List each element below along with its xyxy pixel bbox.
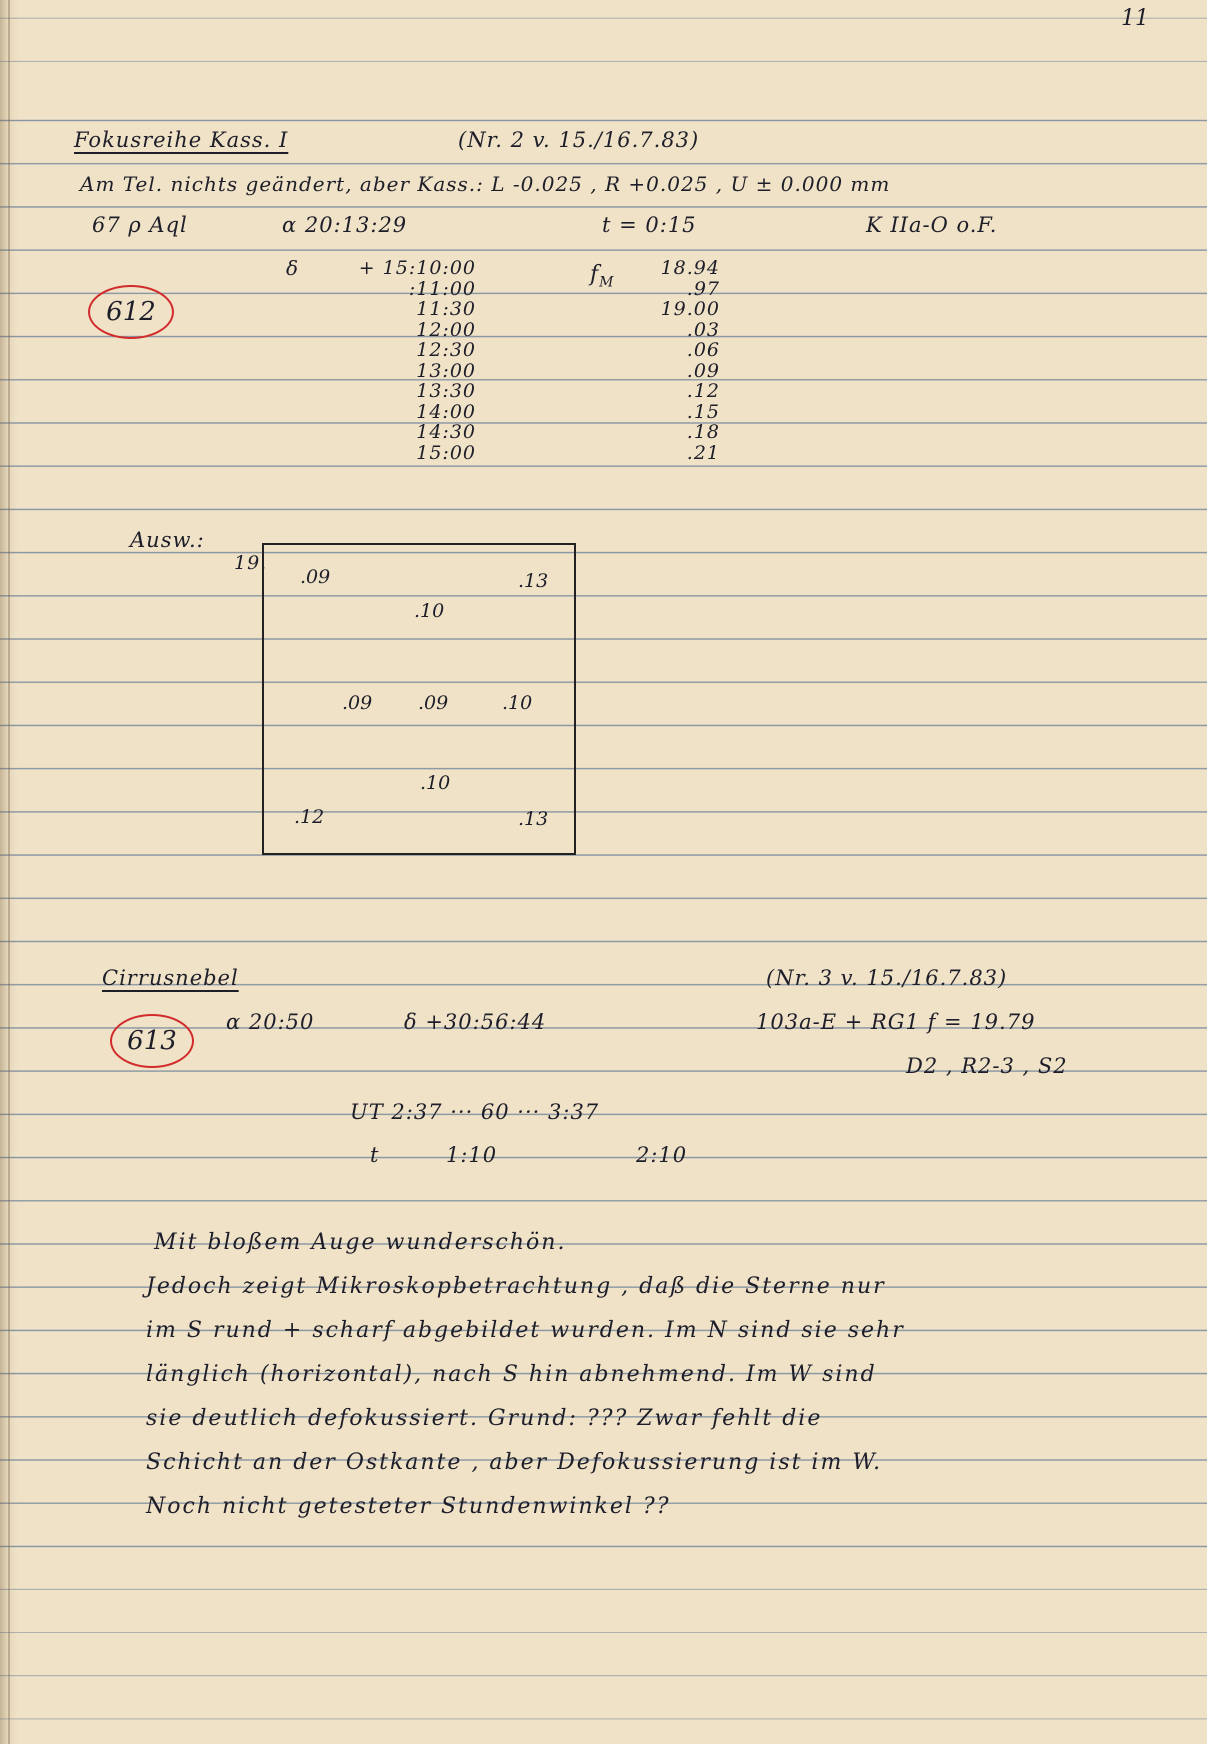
- fm-value: 18.94: [660, 257, 720, 279]
- note-line-6: Schicht an der Ostkante , aber Defokussierung ist im W.: [146, 1450, 883, 1475]
- delta-value: 14:30: [416, 421, 476, 443]
- entry-612-plate-ref: (Nr. 2 v. 15./16.7.83): [458, 128, 700, 152]
- eval-bottom-right: .13: [518, 808, 549, 830]
- fm-value: .21: [686, 441, 720, 464]
- fm-label: f: [590, 262, 600, 287]
- entry-613-t-start: 1:10: [446, 1143, 498, 1167]
- entry-613-title: Cirrusnebel: [102, 966, 239, 990]
- entry-612-number: 612: [106, 297, 156, 327]
- entry-613-emulsion: 103a-E + RG1 f = 19.79: [756, 1010, 1036, 1034]
- entry-613-dec: δ +30:56:44: [404, 1010, 547, 1034]
- entry-613-plate-ref: (Nr. 3 v. 15./16.7.83): [766, 966, 1008, 990]
- note-line-2: Jedoch zeigt Mikroskopbetrachtung , daß die Sterne nur: [146, 1274, 886, 1299]
- entry-612-filter: K IIa-O o.F.: [866, 213, 998, 237]
- delta-value: 14:00: [416, 400, 476, 423]
- eval-mid-left: .09: [342, 692, 373, 714]
- evaluation-prefix: 19.: [234, 552, 268, 574]
- fm-value: .18: [686, 421, 720, 443]
- page-number: 11: [1121, 6, 1149, 31]
- delta-value: + 15:10:00: [358, 257, 476, 279]
- eval-bottom-left: .12: [294, 806, 325, 828]
- note-line-5: sie deutlich defokussiert. Grund: ??? Zwar fehlt die: [146, 1406, 823, 1431]
- entry-613-number: 613: [127, 1026, 177, 1056]
- page-margin: [8, 0, 10, 1744]
- delta-value: :11:00: [408, 277, 476, 300]
- fm-value: .97: [686, 277, 720, 300]
- entry-613-ra: α 20:50: [226, 1010, 315, 1034]
- delta-value: 12:30: [416, 339, 476, 361]
- fm-column: [640, 258, 720, 463]
- eval-top-left: .09: [300, 566, 331, 588]
- eval-mid-right: .10: [502, 692, 533, 714]
- fm-subscript: M: [599, 274, 615, 291]
- note-line-7: Noch nicht getesteter Stundenwinkel ??: [146, 1494, 671, 1519]
- entry-612-title: Fokusreihe Kass. I: [74, 128, 289, 152]
- entry-613-t-end: 2:10: [636, 1143, 688, 1167]
- eval-top-right: .13: [518, 570, 549, 592]
- eval-center: .09: [418, 692, 449, 714]
- note-line-1: Mit bloßem Auge wunderschön.: [154, 1230, 567, 1255]
- entry-613-number-circle: [110, 1014, 194, 1068]
- delta-value: 15:00: [416, 441, 476, 464]
- delta-value: 12:00: [416, 318, 476, 341]
- fm-value: .09: [686, 359, 720, 382]
- entry-613-t-label: t: [370, 1143, 380, 1167]
- delta-symbol: δ: [286, 256, 300, 280]
- entry-612-number-circle: [88, 285, 174, 339]
- entry-613-quality: D2 , R2-3 , S2: [906, 1054, 1068, 1078]
- fm-value: .15: [686, 400, 720, 423]
- evaluation-label: Ausw.:: [130, 528, 205, 552]
- delta-value: 13:30: [416, 380, 476, 402]
- entry-613-ut: UT 2:37 ··· 60 ··· 3:37: [350, 1100, 600, 1124]
- fm-symbol: [590, 262, 615, 290]
- delta-value: 13:00: [416, 359, 476, 382]
- entry-612-setup-line: Am Tel. nichts geändert, aber Kass.: L -0.025 , R +0.025 , U ± 0.000 mm: [80, 172, 891, 196]
- delta-column: [330, 258, 476, 463]
- note-line-4: länglich (horizontal), nach S hin abnehmend. Im W sind: [146, 1362, 877, 1387]
- note-line-3: im S rund + scharf abgebildet wurden. Im N sind sie sehr: [146, 1318, 905, 1343]
- eval-lower-mid: .10: [420, 772, 451, 794]
- fm-value: .06: [686, 339, 720, 361]
- fm-value: .03: [686, 318, 720, 341]
- entry-612-exposure: t = 0:15: [602, 213, 697, 237]
- fm-value: .12: [686, 380, 720, 402]
- delta-value: 11:30: [416, 298, 476, 320]
- entry-612-object: 67 ρ Aql: [92, 213, 188, 237]
- fm-value: 19.00: [660, 298, 720, 320]
- eval-upper-mid: .10: [414, 600, 445, 622]
- entry-612-ra: α 20:13:29: [282, 213, 408, 237]
